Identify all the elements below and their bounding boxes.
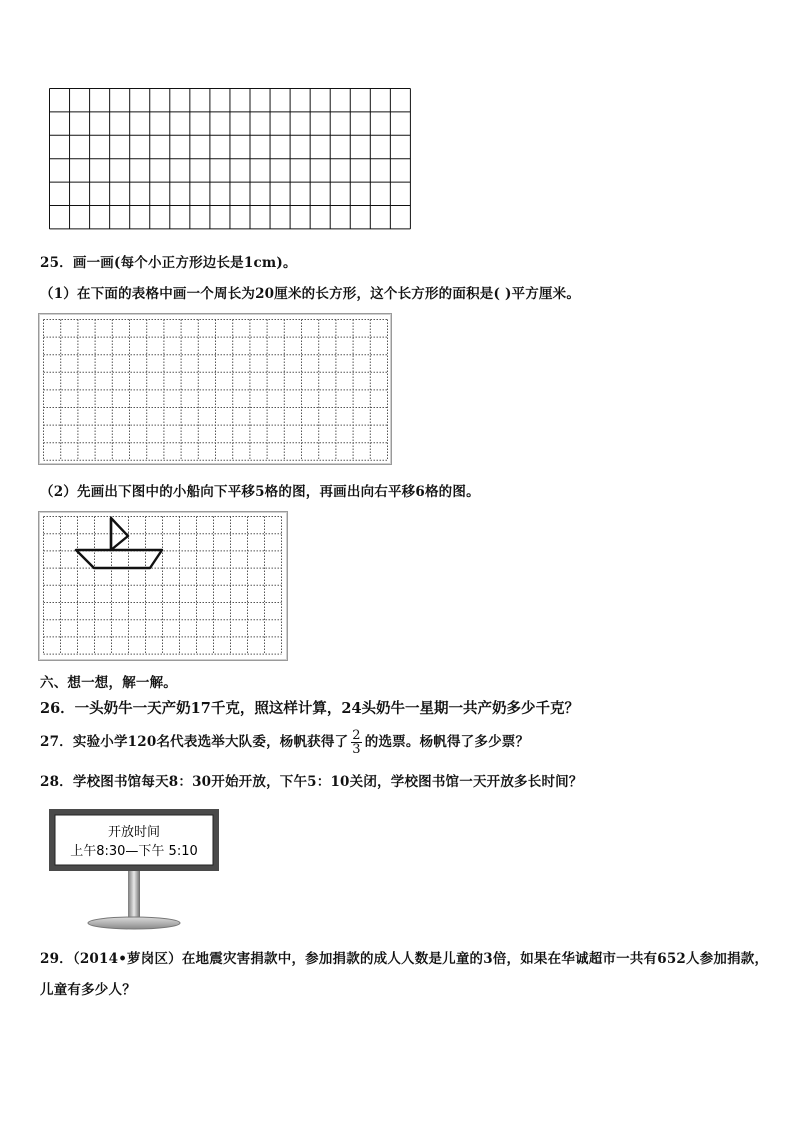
q27-text	[40, 724, 529, 760]
q27-frac-num: 2	[352, 728, 361, 743]
sign-hours: 上午8:30—下午 5:10	[70, 844, 198, 859]
boat-grid	[38, 511, 288, 661]
section6-title: 六、想一想，解一解。	[40, 675, 177, 691]
q27-before: 27．实验小学120名代表选举大队委，杨帆获得了	[40, 734, 349, 750]
q29-line1: 29．（2014•萝岗区）在地震灾害捐款中，参加捐款的成人人数是儿童的3倍，如果在华诚超市一共有652人参加捐款，	[40, 951, 769, 967]
q25-title: 25．画一画(每个小正方形边长是1cm)。	[40, 255, 297, 271]
q28-text: 28．学校图书馆每天8：30开始开放，下午5：10关闭，学校图书馆一天开放多长时间？	[40, 774, 583, 790]
q27-frac-den: 3	[352, 742, 361, 757]
q26-text: 26．一头奶牛一天产奶17千克，照这样计算，24头奶牛一星期一共产奶多少千克？	[40, 700, 580, 717]
sign-title: 开放时间	[107, 825, 160, 840]
q25-part2: （2）先画出下图中的小船向下平移5格的图，再画出向右平移6格的图。	[40, 484, 480, 500]
q25-part1: （1）在下面的表格中画一个周长为20厘米的长方形，这个长方形的面积是( )平方厘米。	[40, 286, 581, 302]
q29-line2: 儿童有多少人？	[40, 982, 136, 998]
opening-hours-sign	[48, 808, 222, 930]
dotted-grid-1	[38, 313, 392, 465]
top-grid	[49, 88, 412, 230]
q27-fraction	[351, 729, 361, 756]
q27-after: 的选票。杨帆得了多少票？	[364, 734, 530, 750]
